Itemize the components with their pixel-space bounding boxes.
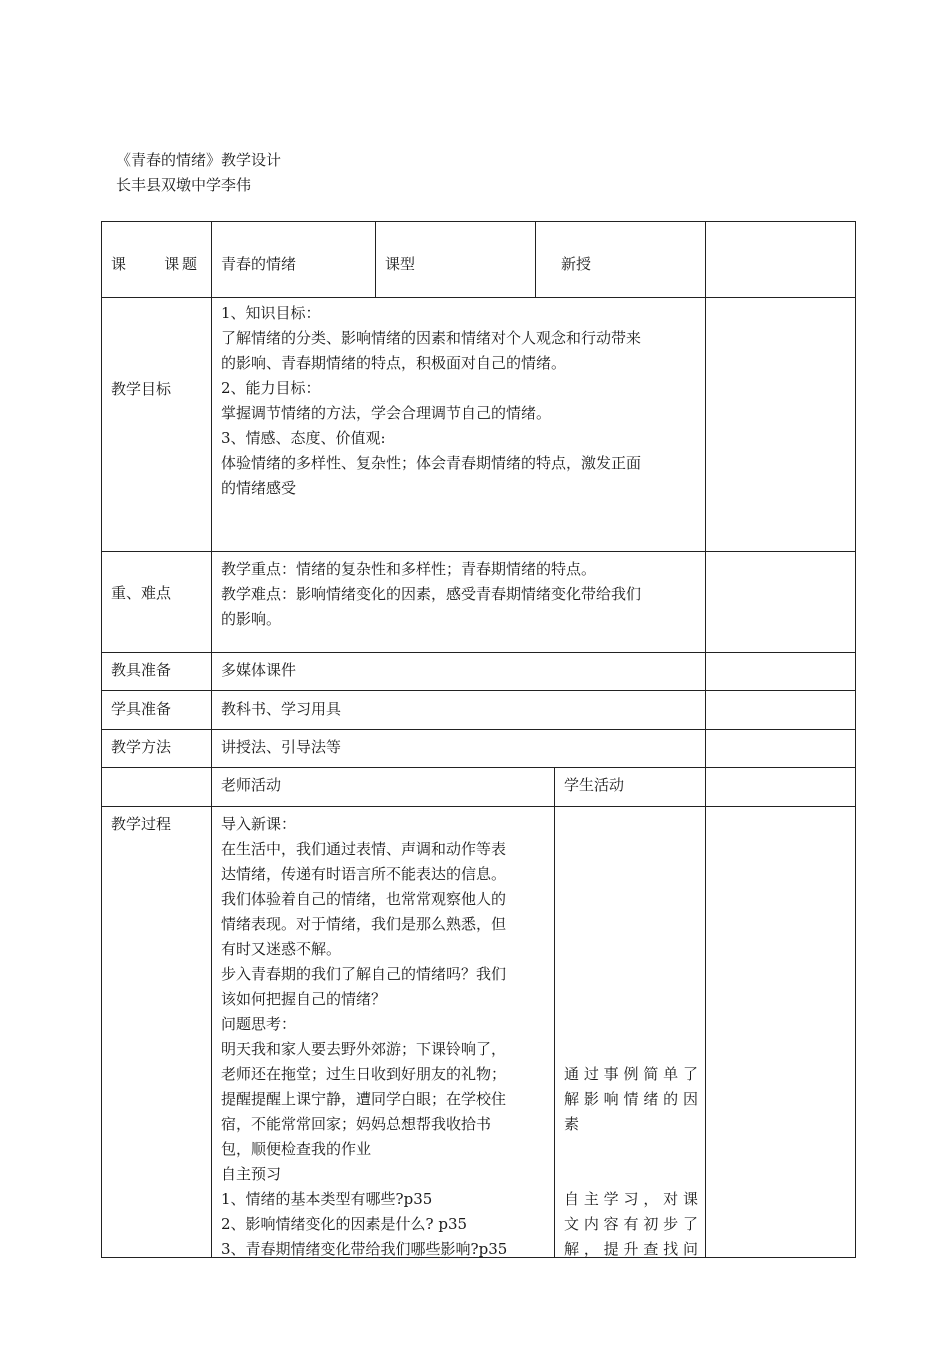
teacher-activity-header: 老师活动 xyxy=(221,776,282,794)
teacher-line: 我们体验着自己的情绪，也常常观察他人的 xyxy=(221,890,507,908)
row-divider-3 xyxy=(101,652,856,653)
teacher-line: 自主预习 xyxy=(221,1165,282,1183)
key-points-line: 的影响。 xyxy=(221,610,282,628)
teacher-line: 有时又迷惑不解。 xyxy=(221,940,342,958)
teacher-line: 1、情绪的基本类型有哪些?p35 xyxy=(221,1190,433,1208)
teacher-line: 问题思考： xyxy=(221,1015,297,1033)
key-points-label: 重、难点 xyxy=(111,584,172,602)
teacher-line: 情绪表现。对于情绪，我们是那么熟悉，但 xyxy=(221,915,507,933)
row-divider-7 xyxy=(101,806,856,807)
course-type-label: 课型 xyxy=(385,255,416,273)
tools-value: 多媒体课件 xyxy=(221,661,297,679)
row-divider-4 xyxy=(101,690,856,691)
table-border-left xyxy=(101,221,102,1258)
student-activity-note-1 xyxy=(564,1062,698,1137)
table-border-top xyxy=(101,221,856,222)
student-note-line: 自主学习，对课 xyxy=(564,1190,698,1208)
teacher-line: 3、青春期情绪变化带给我们哪些影响?p35 xyxy=(221,1240,508,1258)
course-topic: 青春的情绪 xyxy=(221,255,297,273)
method-value: 讲授法、引导法等 xyxy=(221,738,342,756)
teacher-activity-content xyxy=(221,812,547,1262)
course-type-value: 新授 xyxy=(561,255,592,273)
teacher-line: 宿，不能常常回家；妈妈总想帮我收拾书 xyxy=(221,1115,492,1133)
row-divider-6 xyxy=(101,767,856,768)
method-label: 教学方法 xyxy=(111,738,172,756)
col-divider-type xyxy=(535,221,536,298)
table-border-right xyxy=(855,221,856,1258)
student-note-line: 解影响情绪的因 xyxy=(564,1090,698,1108)
teacher-line: 2、影响情绪变化的因素是什么? p35 xyxy=(221,1215,468,1233)
row-divider-1 xyxy=(101,297,856,298)
teacher-line: 导入新课： xyxy=(221,815,297,833)
row-divider-5 xyxy=(101,729,856,730)
tools-label: 教具准备 xyxy=(111,661,172,679)
objectives-label: 教学目标 xyxy=(111,380,172,398)
teacher-line: 包，顺便检查我的作业 xyxy=(221,1140,372,1158)
objectives-line: 了解情绪的分类、影响情绪的因素和情绪对个人观念和行动带来 xyxy=(221,329,642,347)
course-title-label: 课 课题 xyxy=(111,255,197,273)
objectives-line: 体验情绪的多样性、复杂性；体会青春期情绪的特点，激发正面 xyxy=(221,454,642,472)
student-activity-note-2 xyxy=(564,1187,698,1262)
objectives-line: 3、情感、态度、价值观: xyxy=(221,429,386,447)
objectives-line: 的影响、青春期情绪的特点，积极面对自己的情绪。 xyxy=(221,354,567,372)
key-points-line: 教学难点：影响情绪变化的因素，感受青春期情绪变化带给我们 xyxy=(221,585,642,603)
student-tools-label: 学具准备 xyxy=(111,700,172,718)
student-note-line: 素 xyxy=(564,1115,580,1133)
key-points-line: 教学重点：情绪的复杂性和多样性；青春期情绪的特点。 xyxy=(221,560,597,578)
student-note-line: 通过事例简单了 xyxy=(564,1065,698,1083)
teacher-line: 在生活中，我们通过表情、声调和动作等表 xyxy=(221,840,507,858)
objectives-line: 的情绪感受 xyxy=(221,479,297,497)
objectives-line: 1、知识目标： xyxy=(221,304,321,322)
objectives-content xyxy=(221,301,699,501)
student-tools-value: 教科书、学习用具 xyxy=(221,700,342,718)
teacher-line: 提醒提醒上课宁静，遭同学白眼；在学校住 xyxy=(221,1090,507,1108)
document-title: 《青春的情绪》教学设计 xyxy=(116,151,282,169)
key-points-content xyxy=(221,557,699,632)
row-divider-2 xyxy=(101,551,856,552)
col-divider-right xyxy=(705,221,706,1258)
student-activity-header: 学生活动 xyxy=(564,776,625,794)
teacher-line: 步入青春期的我们了解自己的情绪吗？我们 xyxy=(221,965,507,983)
teacher-line: 老师还在拖堂；过生日收到好朋友的礼物； xyxy=(221,1065,507,1083)
student-note-line: 文内容有初步了 xyxy=(564,1215,698,1233)
teacher-line: 明天我和家人要去野外郊游；下课铃响了， xyxy=(221,1040,507,1058)
col-divider-label xyxy=(211,221,212,1258)
student-note-line: 解，提升查找问 xyxy=(564,1240,698,1258)
objectives-line: 2、能力目标： xyxy=(221,379,321,397)
col-divider-activity xyxy=(554,767,555,1258)
teacher-line: 该如何把握自己的情绪？ xyxy=(221,990,387,1008)
author-line: 长丰县双墩中学李伟 xyxy=(116,176,252,194)
teacher-line: 达情绪，传递有时语言所不能表达的信息。 xyxy=(221,865,507,883)
objectives-line: 掌握调节情绪的方法，学会合理调节自己的情绪。 xyxy=(221,404,552,422)
process-label: 教学过程 xyxy=(111,815,172,833)
col-divider-topic xyxy=(375,221,376,298)
